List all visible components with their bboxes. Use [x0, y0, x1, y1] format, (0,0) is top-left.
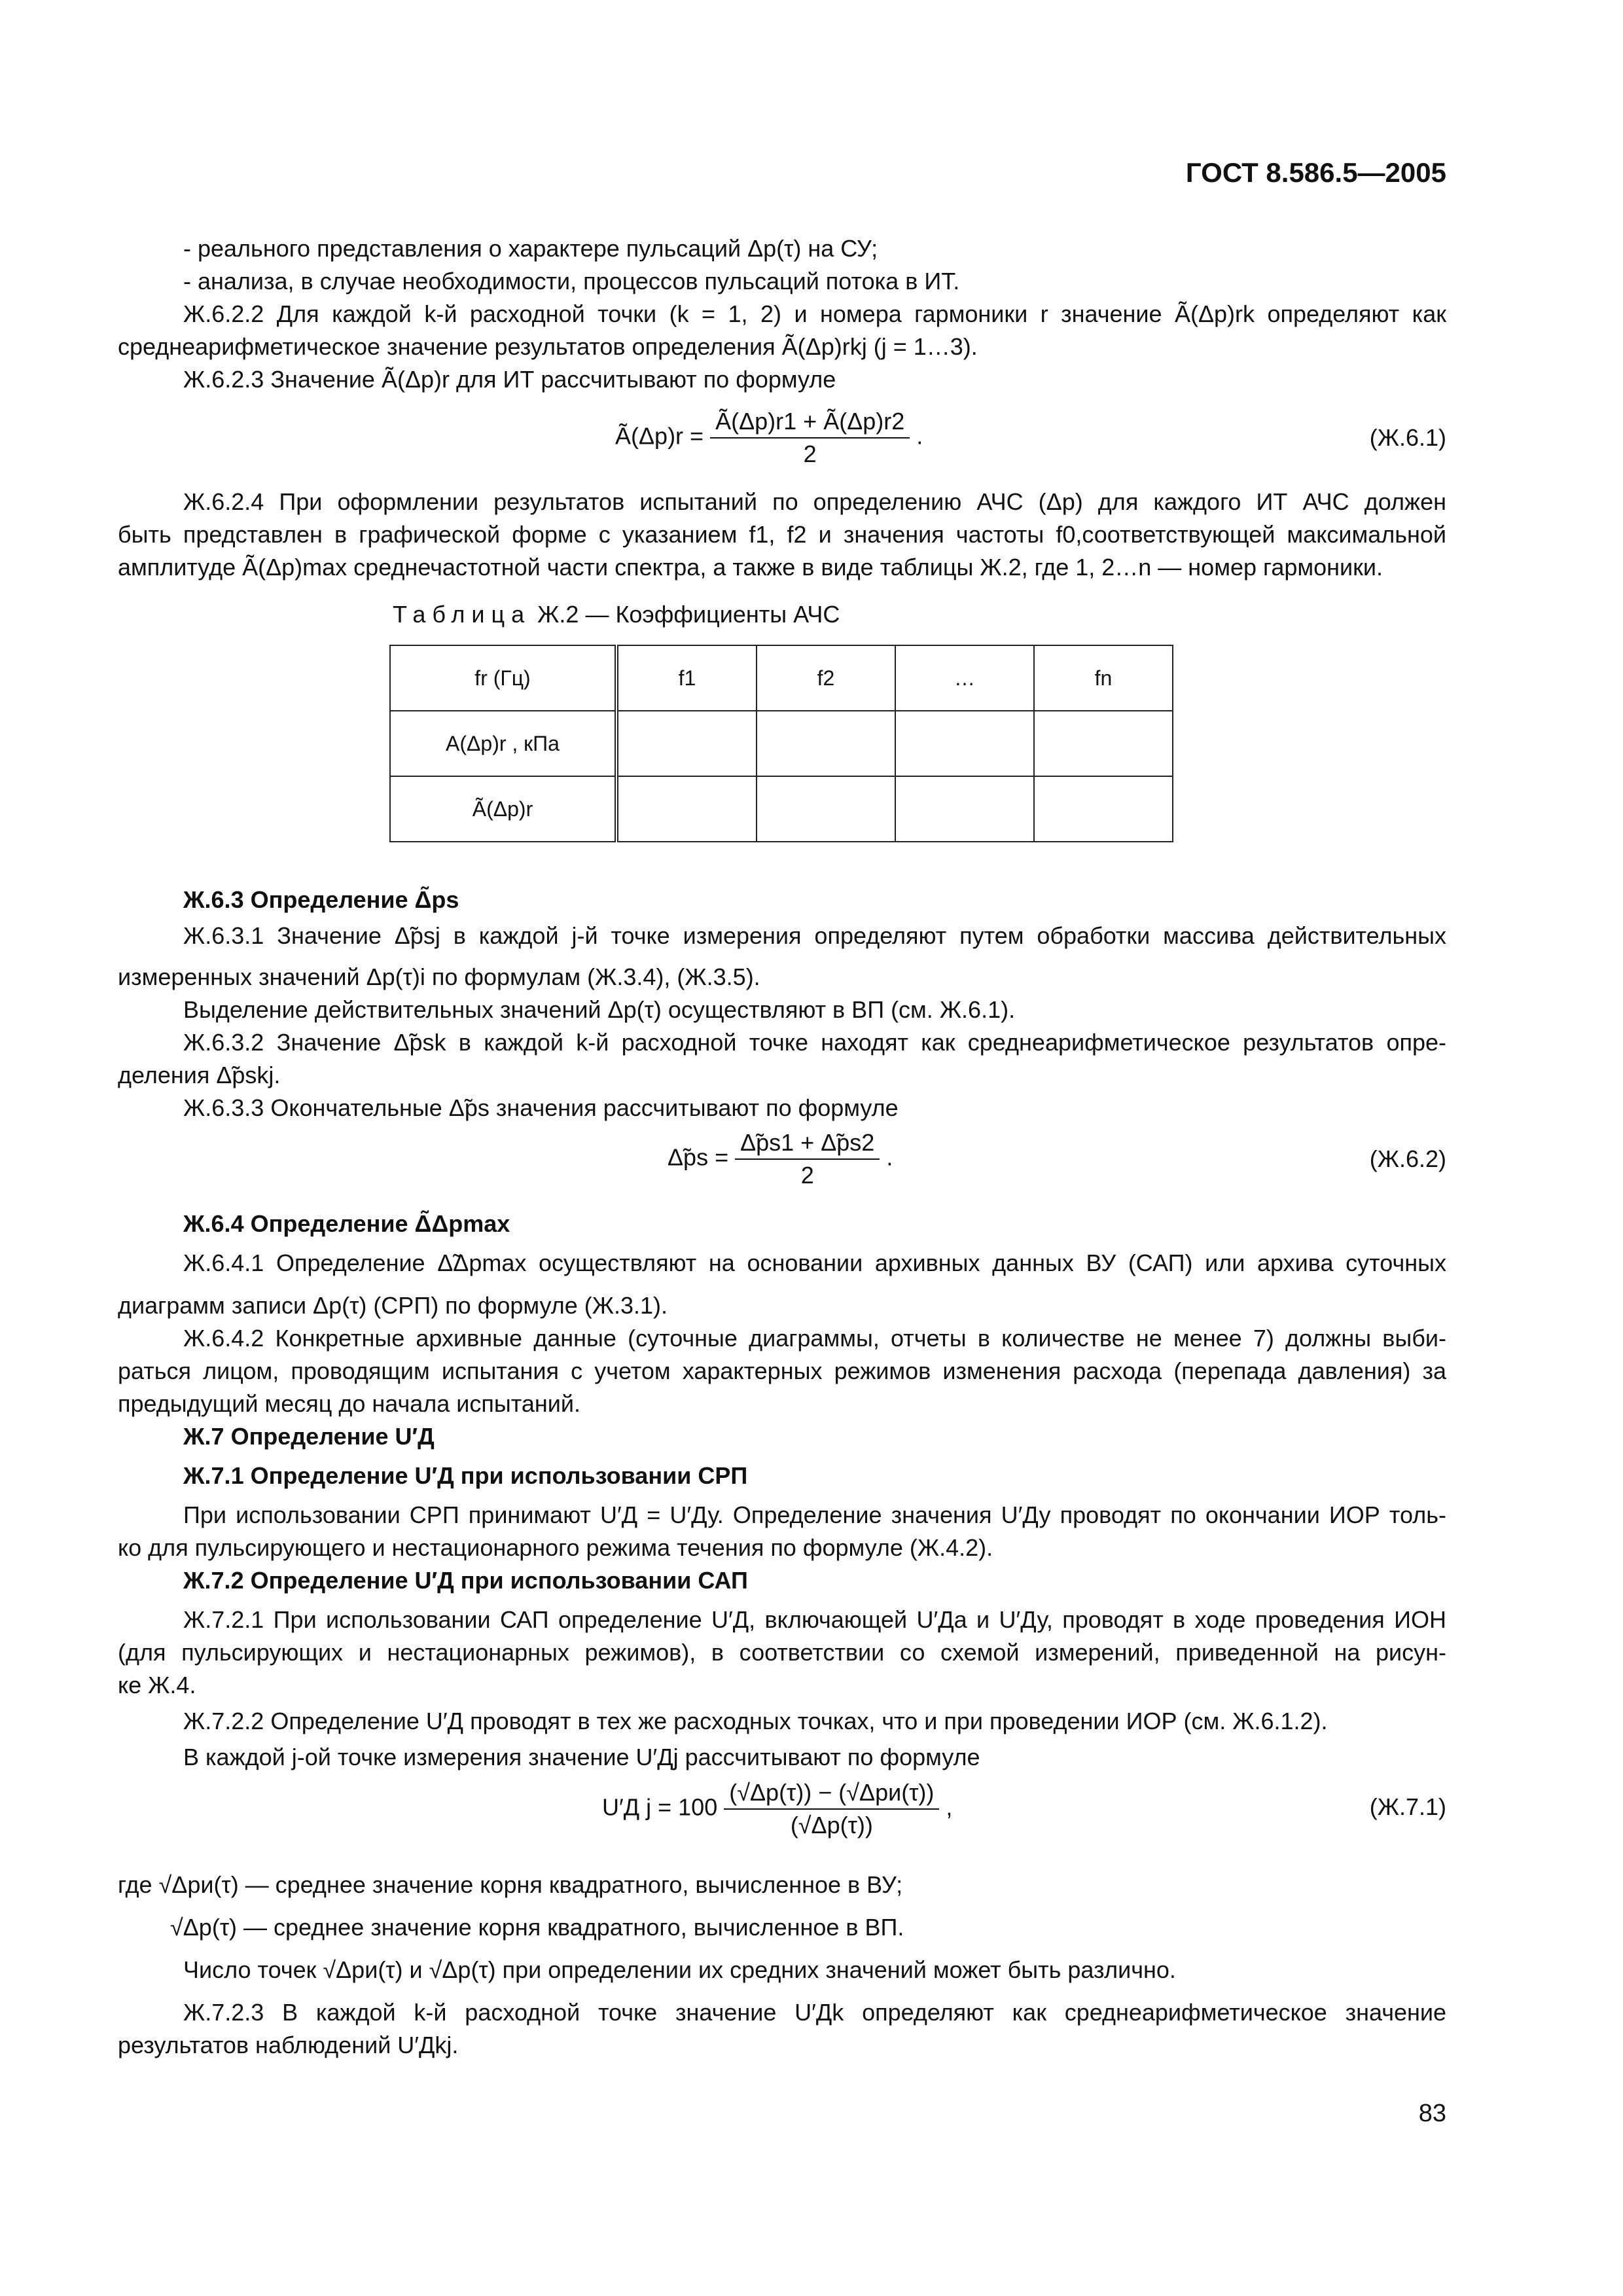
table-cell: [1034, 711, 1173, 776]
table-cell: fn: [1034, 645, 1173, 711]
text-line: Ж.6.4.2 Конкретные архивные данные (суточные диаграммы, отчеты в количестве не менее 7) должны выби-: [183, 1325, 1446, 1352]
text-line: где √Δpи(τ) — среднее значение корня квадратного, вычисленное в ВУ;: [118, 1871, 903, 1898]
section-heading: Ж.7.1 Определение U′Д при использовании СРП: [183, 1462, 748, 1489]
table-cell: f1: [616, 645, 757, 711]
text-line: Ж.7.2.2 Определение U′Д проводят в тех же расходных точках, что и при проведении ИОР (см. Ж.6.1.2).: [183, 1708, 1328, 1734]
table-row: [390, 711, 1173, 776]
equation-fraction: [724, 1777, 939, 1841]
text-line: √Δp(τ) — среднее значение корня квадратного, вычисленное в ВП.: [170, 1914, 904, 1941]
text-line: Ж.6.2.3 Значение Ã(Δp)r для ИТ рассчитывают по формуле: [183, 366, 836, 393]
table-cell: [616, 776, 757, 842]
text-line: - анализа, в случае необходимости, процессов пульсаций потока в ИТ.: [183, 268, 960, 295]
equation-denominator: 2: [800, 1162, 814, 1189]
equation-lhs: Ã(Δp)r =: [615, 422, 704, 450]
equation-numerator: Ã(Δp)r1 + Ã(Δp)r2: [710, 406, 910, 439]
text-line: Ж.6.3.2 Значение Δ̃psk в каждой k-й расходной точке находят как среднеарифметическое результатов опре-: [183, 1029, 1446, 1056]
equation-zh-6-2: Δ̃ps = $\frac{\Deltãps1 + \Deltãps2}{2}$ .: [668, 1127, 893, 1191]
text-line: раться лицом, проводящим испытания с учетом характерных режимов изменения расхода (перепада давления) за: [118, 1357, 1446, 1384]
text-line: быть представлен в графической форме с указанием f1, f2 и значения частоты f0,соответствующей максимальной: [118, 521, 1446, 548]
table-cell: [757, 711, 895, 776]
text-line: Ж.6.2.2 Для каждой k-й расходной точки (k = 1, 2) и номера гармоники r значение Ã(Δp)rk определяют как: [183, 300, 1446, 327]
table-cell: …: [895, 645, 1034, 711]
equation-numerator: Δ̃ps1 + Δ̃ps2: [735, 1127, 880, 1160]
text-line: В каждой j-ой точке измерения значение U′Дj рассчитывают по формуле: [183, 1744, 980, 1770]
table-cell: A(Δp)r , кПа: [390, 711, 616, 776]
text-line: - реального представления о характере пульсаций Δp(τ) на СУ;: [183, 235, 878, 262]
table-cell: [895, 711, 1034, 776]
table-row: [390, 645, 1173, 711]
section-heading: Ж.7.2 Определение U′Д при использовании САП: [183, 1567, 748, 1594]
text-line: ко для пульсирующего и нестационарного режима течения по формуле (Ж.4.2).: [118, 1534, 993, 1561]
table-cell: [1034, 776, 1173, 842]
text-line: среднеарифметическое значение результатов определения Ã(Δp)rkj (j = 1…3).: [118, 333, 978, 360]
table-row: [390, 776, 1173, 842]
equation-denominator: 2: [803, 440, 817, 467]
document-page: [118, 0, 1446, 2296]
text-line: диаграмм записи Δp(τ) (СРП) по формуле (Ж.3.1).: [118, 1292, 668, 1319]
page-number: 83: [1418, 2100, 1446, 2127]
equation-number: (Ж.6.1): [1369, 424, 1446, 451]
text-line: Ж.6.3.1 Значение Δ̃psj в каждой j-й точке измерения определяют путем обработки массива действительных: [183, 922, 1446, 949]
text-line: Число точек √Δpи(τ) и √Δp(τ) при определении их средних значений может быть различно.: [183, 1956, 1176, 1983]
text-line: деления Δ̃pskj.: [118, 1062, 281, 1088]
equation-denominator: (√Δp(τ)): [790, 1812, 873, 1839]
table-cell: fr (Гц): [390, 645, 616, 711]
text-line: Ж.6.4.1 Определение Δ̃Δpmax осуществляют на основании архивных данных ВУ (САП) или архива суточных: [183, 1249, 1446, 1276]
text-line: Ж.7.2.3 В каждой k-й расходной точке значение U′Дk определяют как среднеарифметическое значение: [183, 1999, 1446, 2026]
equation-number: (Ж.6.2): [1369, 1145, 1446, 1172]
text-line: (для пульсирующих и нестационарных режимов), в соответствии со схемой измерений, приведенной на рисун-: [118, 1639, 1446, 1666]
table-caption: [393, 601, 840, 628]
table-caption-prefix: Таблица: [393, 601, 531, 628]
text-line: результатов наблюдений U′Дkj.: [118, 2032, 459, 2058]
equation-zh-7-1: U′Д j = 100 $\frac{\text{(√Δp(τ)) − (√Δpи(τ))}}{(√\Delta p(\tau))}$ ,: [602, 1777, 952, 1841]
standard-header: ГОСТ 8.586.5—2005: [1185, 157, 1446, 188]
text-line: Ж.6.3.3 Окончательные Δ̃ps значения рассчитывают по формуле: [183, 1094, 899, 1121]
equation-lhs: U′Д j = 100: [602, 1793, 718, 1821]
equation-fraction: [735, 1127, 880, 1191]
text-line: При использовании СРП принимают U′Д = U′Ду. Определение значения U′Ду проводят по окончании ИОР толь-: [183, 1501, 1446, 1528]
section-heading: Ж.7 Определение U′Д: [183, 1423, 435, 1450]
table-cell: f2: [757, 645, 895, 711]
coefficients-table: [389, 645, 1173, 842]
equation-number: (Ж.7.1): [1369, 1793, 1446, 1820]
text-line: предыдущий месяц до начала испытаний.: [118, 1390, 580, 1417]
table-cell: Ã(Δp)r: [390, 776, 616, 842]
text-line: ке Ж.4.: [118, 1672, 196, 1698]
table-cell: [616, 711, 757, 776]
text-line: Ж.6.2.4 При оформлении результатов испытаний по определению АЧС (Δp) для каждого ИТ АЧС должен: [183, 488, 1446, 515]
text-line: амплитуде Ã(Δp)max среднечастотной части спектра, а также в виде таблицы Ж.2, где 1, 2…n — номер гармоники.: [118, 554, 1383, 581]
table-caption-title: Ж.2 — Коэффициенты АЧС: [537, 601, 840, 628]
text-line: измеренных значений Δp(τ)i по формулам (Ж.3.4), (Ж.3.5).: [118, 963, 760, 990]
section-heading: Ж.6.3 Определение Δ̃ps: [183, 886, 459, 913]
table-cell: [895, 776, 1034, 842]
text-line: Ж.7.2.1 При использовании САП определение U′Д, включающей U′Да и U′Ду, проводят в ходе проведения ИОН: [183, 1606, 1446, 1633]
equation-lhs: Δ̃ps =: [668, 1143, 729, 1171]
equation-zh-6-1: Ã(Δp)r = $\frac{Ã(\Delta p)r1 + Ã(\Delta p)r2}{2}$ .: [615, 406, 923, 470]
equation-numerator: (√Δp(τ)) − (√Δpи(τ)): [724, 1777, 939, 1810]
table-cell: [757, 776, 895, 842]
section-heading: Ж.6.4 Определение Δ̃Δpmax: [183, 1210, 510, 1237]
text-line: Выделение действительных значений Δp(τ) осуществляют в ВП (см. Ж.6.1).: [183, 996, 1016, 1023]
equation-fraction: [710, 406, 910, 470]
